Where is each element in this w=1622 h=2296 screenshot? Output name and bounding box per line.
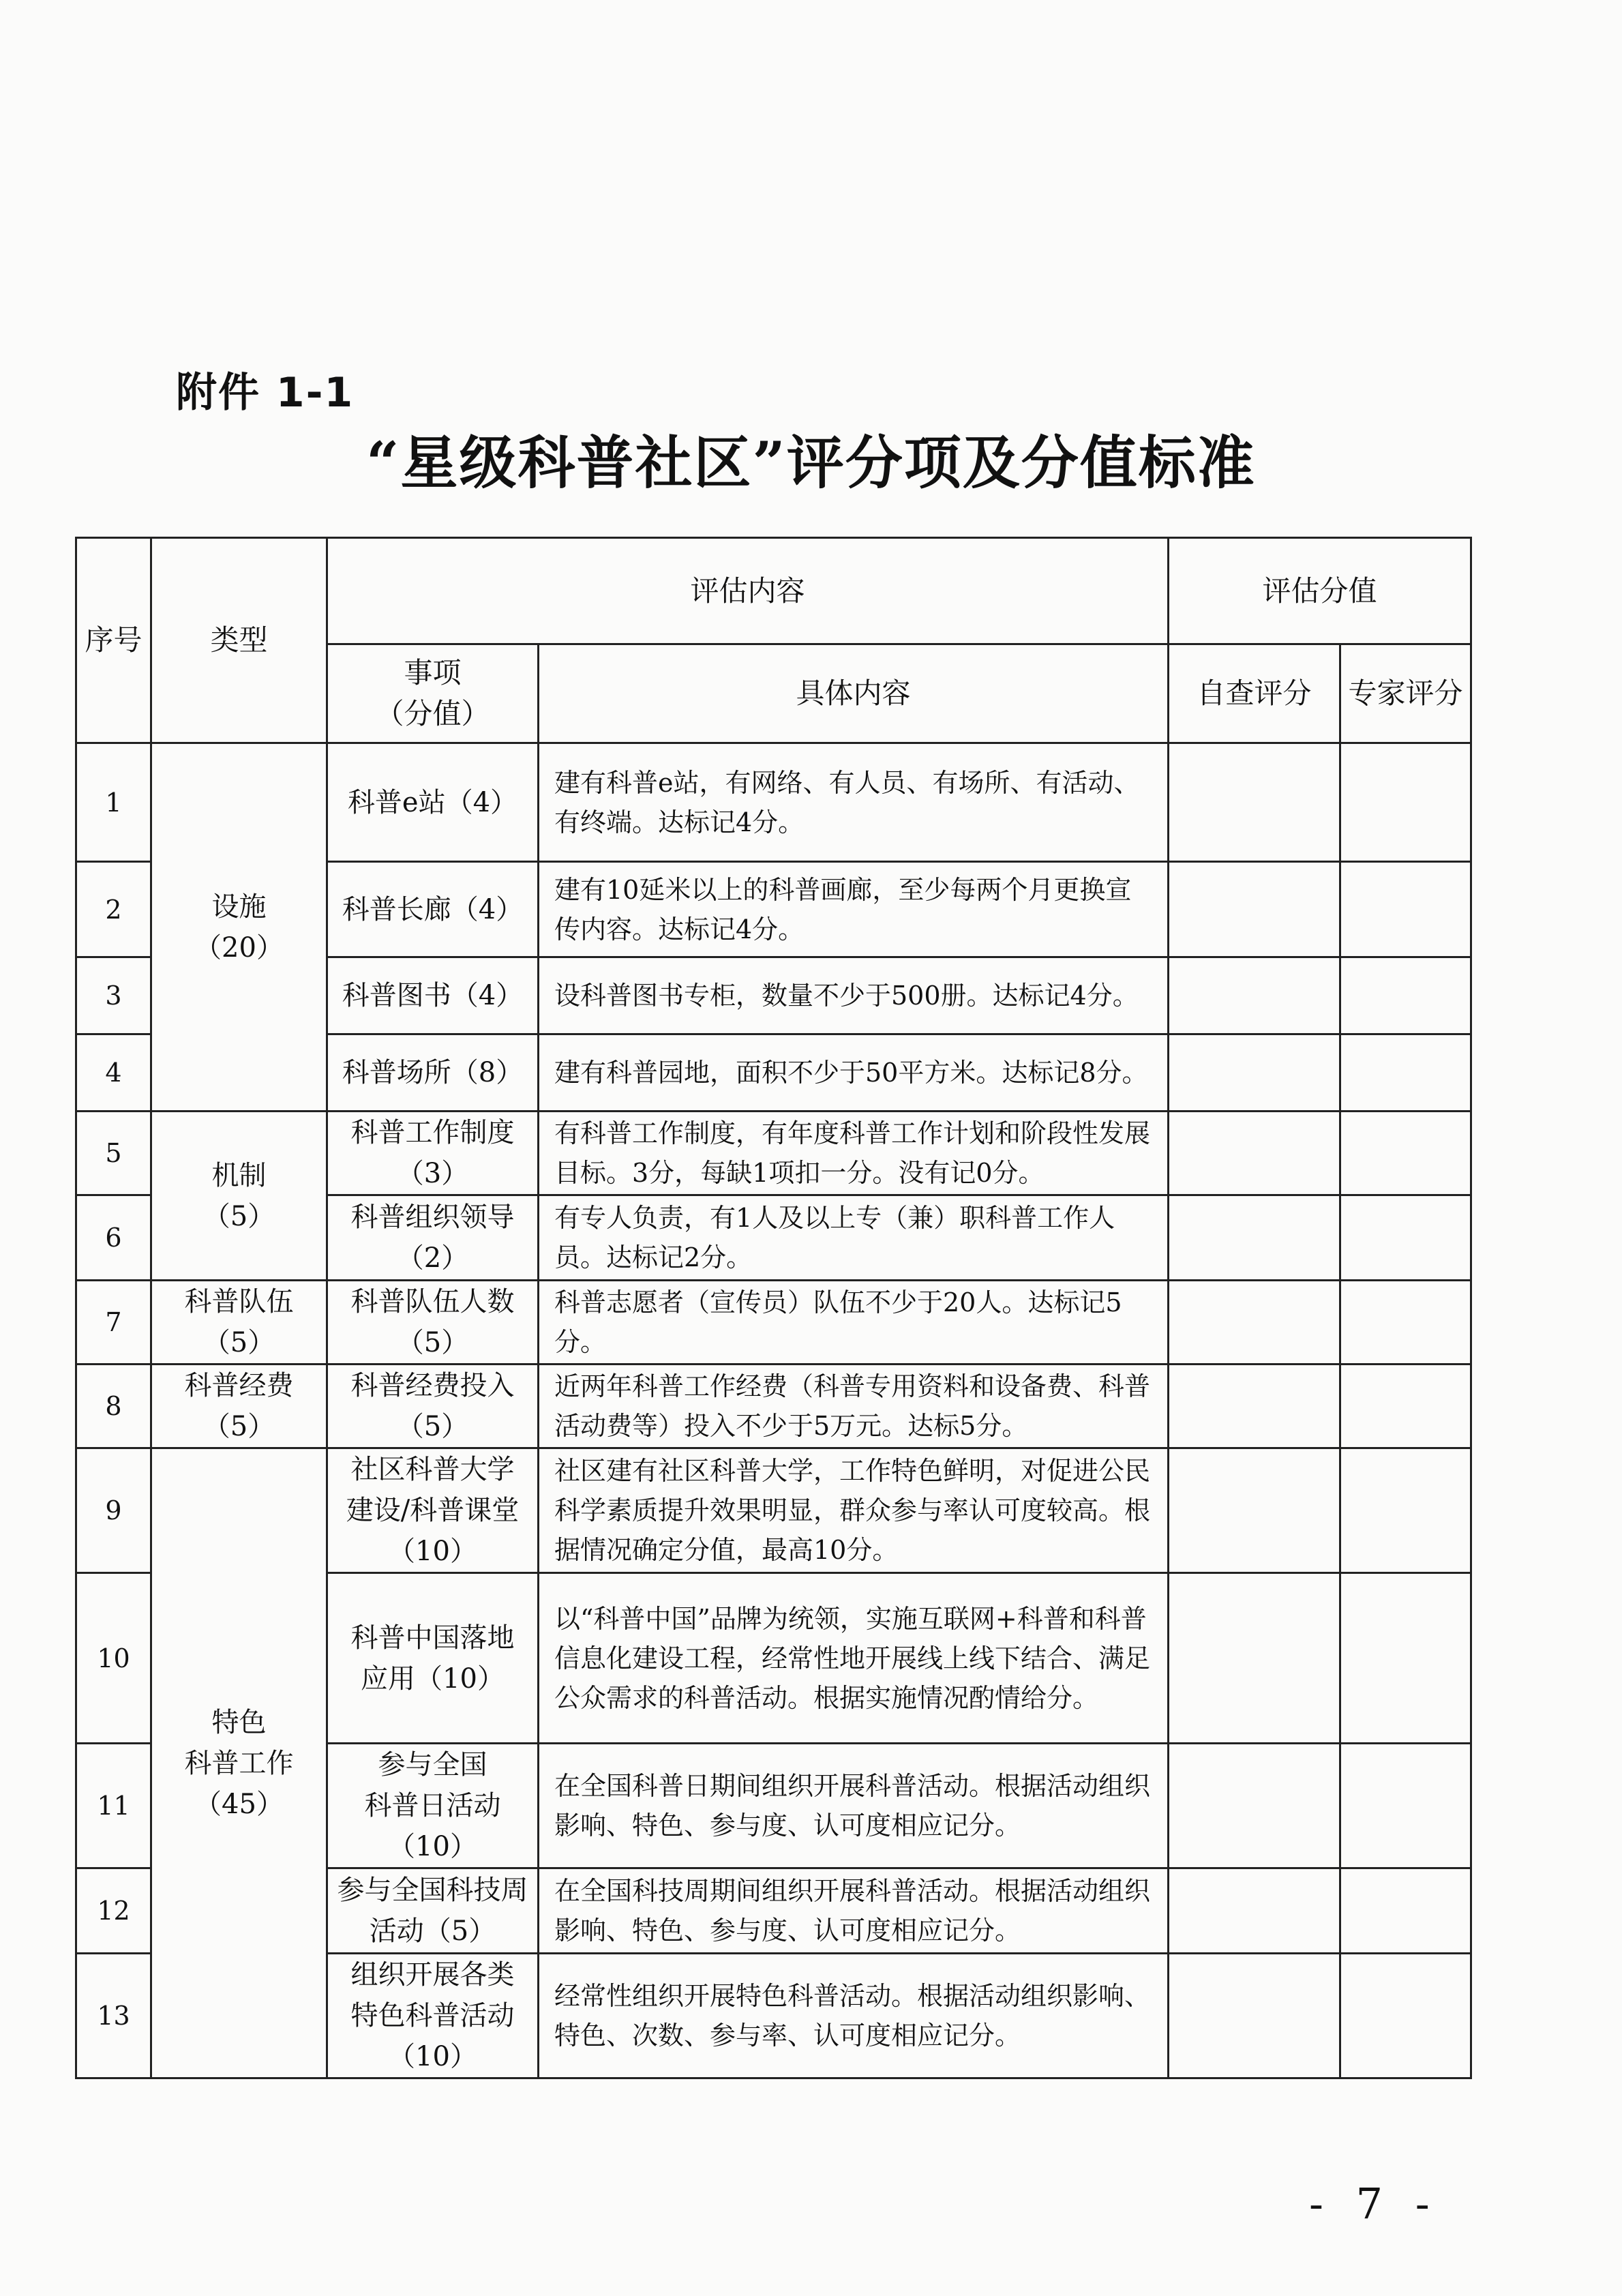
page-title: “星级科普社区”评分项及分值标准 — [366, 429, 1256, 496]
annex-label: 附件 1-1 — [176, 369, 355, 417]
row-number: 3 — [76, 957, 151, 1034]
table-row — [76, 1448, 1471, 1573]
item-cell: 科普队伍人数 （5） — [327, 1281, 539, 1365]
detail-cell: 有科普工作制度，有年度科普工作计划和阶段性发展目标。3分，每缺1项扣一分。没有记0分。 — [539, 1112, 1169, 1195]
self-score-cell — [1169, 1195, 1340, 1281]
row-number: 8 — [76, 1365, 151, 1448]
row-number: 4 — [76, 1034, 151, 1112]
detail-cell: 建有10延米以上的科普画廊，至少每两个月更换宣传内容。达标记4分。 — [539, 862, 1169, 957]
header-self-score: 自查评分 — [1169, 644, 1340, 743]
header-item: 事项 （分值） — [327, 644, 539, 743]
expert-score-cell — [1340, 1112, 1471, 1195]
header-index: 序号 — [76, 538, 151, 743]
self-score-cell — [1169, 1868, 1340, 1954]
detail-cell: 在全国科普日期间组织开展科普活动。根据活动组织影响、特色、参与度、认可度相应记分。 — [539, 1744, 1169, 1868]
self-score-cell — [1169, 1954, 1340, 2078]
expert-score-cell — [1340, 862, 1471, 957]
detail-cell: 经常性组织开展特色科普活动。根据活动组织影响、特色、次数、参与率、认可度相应记分。 — [539, 1954, 1169, 2078]
item-cell: 科普经费投入 （5） — [327, 1365, 539, 1448]
expert-score-cell — [1340, 1448, 1471, 1573]
item-cell: 科普图书（4） — [327, 957, 539, 1034]
item-cell: 科普中国落地 应用（10） — [327, 1573, 539, 1744]
row-number: 10 — [76, 1573, 151, 1744]
category-cell: 科普队伍 （5） — [151, 1281, 327, 1365]
row-number: 5 — [76, 1112, 151, 1195]
header-expert-score: 专家评分 — [1340, 644, 1471, 743]
item-cell: 参与全国 科普日活动 （10） — [327, 1744, 539, 1868]
item-cell: 组织开展各类 特色科普活动 （10） — [327, 1954, 539, 2078]
category-cell: 特色 科普工作 （45） — [151, 1448, 327, 2078]
expert-score-cell — [1340, 1954, 1471, 2078]
row-number: 11 — [76, 1744, 151, 1868]
self-score-cell — [1169, 957, 1340, 1034]
self-score-cell — [1169, 1448, 1340, 1573]
table-row — [76, 1112, 1471, 1195]
row-number: 13 — [76, 1954, 151, 2078]
table-row — [76, 1281, 1471, 1365]
self-score-cell — [1169, 1365, 1340, 1448]
detail-cell: 科普志愿者（宣传员）队伍不少于20人。达标记5分。 — [539, 1281, 1169, 1365]
category-cell: 机制 （5） — [151, 1112, 327, 1281]
item-cell: 参与全国科技周 活动（5） — [327, 1868, 539, 1954]
row-number: 12 — [76, 1868, 151, 1954]
self-score-cell — [1169, 862, 1340, 957]
detail-cell: 社区建有社区科普大学，工作特色鲜明，对促进公民科学素质提升效果明显，群众参与率认可度较高。根据情况确定分值，最高10分。 — [539, 1448, 1169, 1573]
detail-cell: 在全国科技周期间组织开展科普活动。根据活动组织影响、特色、参与度、认可度相应记分。 — [539, 1868, 1169, 1954]
expert-score-cell — [1340, 957, 1471, 1034]
header-content-group: 评估内容 — [327, 538, 1169, 644]
row-number: 2 — [76, 862, 151, 957]
item-cell: 科普组织领导 （2） — [327, 1195, 539, 1281]
table-row — [76, 1365, 1471, 1448]
item-cell: 科普场所（8） — [327, 1034, 539, 1112]
detail-cell: 设科普图书专柜，数量不少于500册。达标记4分。 — [539, 957, 1169, 1034]
detail-cell: 以“科普中国”品牌为统领，实施互联网+科普和科普信息化建设工程，经常性地开展线上线下结合、满足公众需求的科普活动。根据实施情况酌情给分。 — [539, 1573, 1169, 1744]
expert-score-cell — [1340, 743, 1471, 862]
row-number: 7 — [76, 1281, 151, 1365]
expert-score-cell — [1340, 1034, 1471, 1112]
self-score-cell — [1169, 1281, 1340, 1365]
self-score-cell — [1169, 1112, 1340, 1195]
detail-cell: 有专人负责，有1人及以上专（兼）职科普工作人员。达标记2分。 — [539, 1195, 1169, 1281]
item-cell: 科普工作制度 （3） — [327, 1112, 539, 1195]
row-number: 6 — [76, 1195, 151, 1281]
scoring-table — [75, 537, 1472, 2079]
expert-score-cell — [1340, 1744, 1471, 1868]
item-cell: 社区科普大学 建设/科普课堂 （10） — [327, 1448, 539, 1573]
expert-score-cell — [1340, 1281, 1471, 1365]
expert-score-cell — [1340, 1573, 1471, 1744]
item-cell: 科普长廊（4） — [327, 862, 539, 957]
page-number: - 7 - — [1309, 2179, 1439, 2228]
expert-score-cell — [1340, 1868, 1471, 1954]
item-cell: 科普e站（4） — [327, 743, 539, 862]
category-cell: 设施 （20） — [151, 743, 327, 1112]
header-type: 类型 — [151, 538, 327, 743]
expert-score-cell — [1340, 1195, 1471, 1281]
detail-cell: 建有科普园地，面积不少于50平方米。达标记8分。 — [539, 1034, 1169, 1112]
row-number: 1 — [76, 743, 151, 862]
header-detail: 具体内容 — [539, 644, 1169, 743]
category-cell: 科普经费 （5） — [151, 1365, 327, 1448]
detail-cell: 近两年科普工作经费（科普专用资料和设备费、科普活动费等）投入不少于5万元。达标5分。 — [539, 1365, 1169, 1448]
self-score-cell — [1169, 1573, 1340, 1744]
table-row — [76, 743, 1471, 862]
row-number: 9 — [76, 1448, 151, 1573]
detail-cell: 建有科普e站，有网络、有人员、有场所、有活动、有终端。达标记4分。 — [539, 743, 1169, 862]
self-score-cell — [1169, 743, 1340, 862]
self-score-cell — [1169, 1744, 1340, 1868]
expert-score-cell — [1340, 1365, 1471, 1448]
header-score-group: 评估分值 — [1169, 538, 1471, 644]
self-score-cell — [1169, 1034, 1340, 1112]
